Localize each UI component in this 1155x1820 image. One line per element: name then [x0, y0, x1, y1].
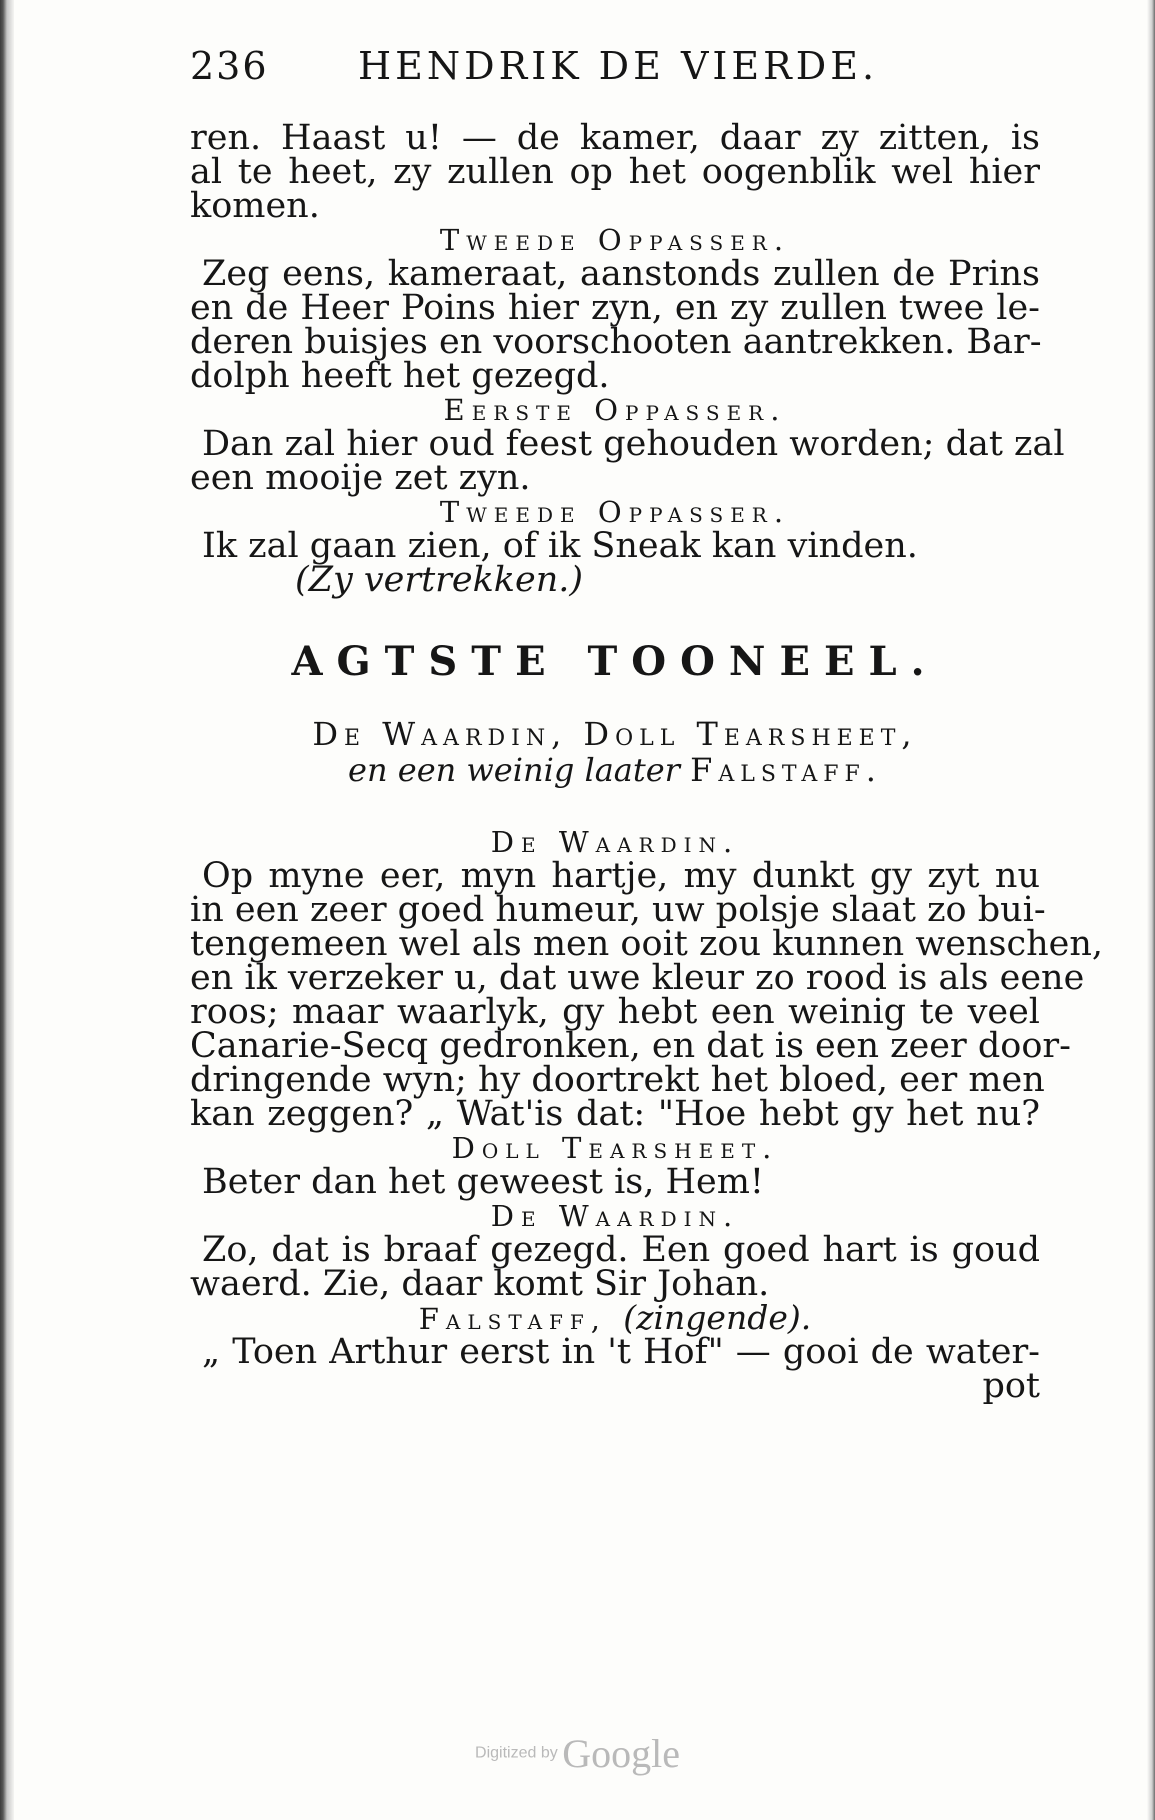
speaker-heading: Tweede Oppasser. — [439, 495, 791, 529]
text-line: Zo, dat is braaf gezegd. Een goed hart is goud — [202, 1230, 1040, 1270]
text-line: „ Toen Arthur eerst in 't Hof" — gooi de water- — [202, 1332, 1040, 1372]
text-line: Dan zal hier oud feest gehouden worden; dat zal — [202, 424, 1065, 464]
speaker-name: Falstaff, — [418, 1302, 607, 1336]
stage-direction: (Zy vertrekken.) — [295, 560, 584, 600]
text-line: deren buisjes en voorschooten aantrekken. Bar- — [190, 322, 1042, 362]
watermark-prefix: Digitized by — [475, 1744, 558, 1762]
speaker-heading: Doll Tearsheet. — [451, 1131, 779, 1165]
text-line: kan zeggen? „ Wat'is dat: "Hoe hebt gy het nu? — [190, 1094, 1040, 1134]
text-line: Beter dan het geweest is, Hem! — [202, 1162, 764, 1202]
book-page — [190, 0, 1104, 1820]
running-title: HENDRIK DE VIERDE. — [358, 44, 879, 88]
text-line: al te heet, zy zullen op het oogenblik wel hier — [190, 152, 1040, 192]
text-line: en de Heer Poins hier zyn, en zy zullen twee le- — [190, 288, 1040, 328]
digitized-watermark — [0, 1730, 1155, 1777]
text-line: ren. Haast u! — de kamer, daar zy zitten, is — [190, 118, 1040, 158]
speaker-heading: Eerste Oppasser. — [443, 393, 787, 427]
page-number: 236 — [190, 44, 269, 88]
scene-characters-continued — [190, 750, 1040, 790]
scene-characters: De Waardin, Doll Tearsheet, — [312, 715, 918, 753]
text-line: Op myne eer, myn hartje, my dunkt gy zyt nu — [202, 856, 1040, 896]
text-line: Zeg eens, kameraat, aanstonds zullen de Prins — [202, 254, 1040, 294]
character-falstaff: Falstaff. — [690, 751, 882, 789]
watermark-brand: Google — [562, 1731, 680, 1776]
speaker-heading: De Waardin. — [490, 1199, 740, 1233]
text-line: een mooije zet zyn. — [190, 458, 531, 498]
speaker-heading: Tweede Oppasser. — [439, 223, 791, 257]
scan-left-edge — [0, 0, 14, 1820]
text-line: dolph heeft het gezegd. — [190, 356, 610, 396]
speaker-heading: De Waardin. — [490, 825, 740, 859]
text-line: roos; maar waarlyk, gy hebt een weinig te veel — [190, 992, 1040, 1032]
scan-right-edge — [1147, 0, 1155, 1820]
catchword: pot — [982, 1366, 1040, 1406]
text-line: tengemeen wel als men ooit zou kunnen wenschen, — [190, 924, 1104, 964]
text-line: komen. — [190, 186, 320, 226]
text-line: dringende wyn; hy doortrekt het bloed, eer men — [190, 1060, 1045, 1100]
text-line: Canarie-Secq gedronken, en dat is een zeer door- — [190, 1026, 1071, 1066]
scene-title: AGTSTE TOONEEL. — [291, 638, 939, 685]
text-line: waerd. Zie, daar komt Sir Johan. — [190, 1264, 770, 1304]
text-line: in een zeer goed humeur, uw polsje slaat zo bui- — [190, 890, 1046, 930]
text-line: Ik zal gaan zien, of ik Sneak kan vinden. — [202, 526, 918, 566]
text-line: en ik verzeker u, dat uwe kleur zo rood is als eene — [190, 958, 1085, 998]
characters-note: en een weinig laater — [348, 751, 680, 789]
speaker-direction: (zingende). — [623, 1298, 812, 1337]
